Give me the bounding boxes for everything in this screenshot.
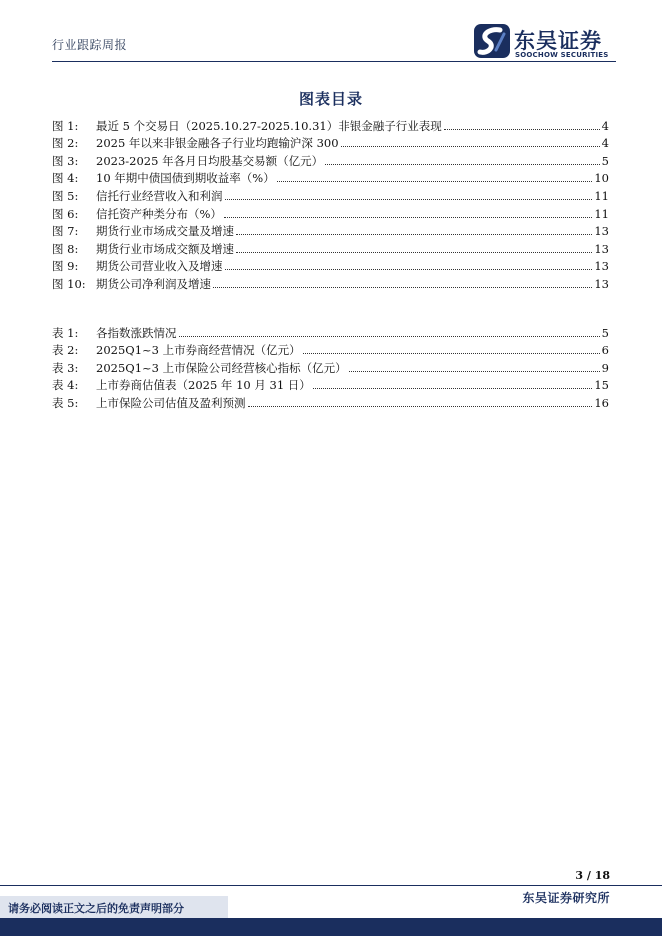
entry-label: 图 3: [52, 153, 79, 168]
entry-title: 10 年期中债国债到期收益率（%） [96, 171, 275, 186]
entry-page-number: 10 [594, 171, 609, 186]
entry-page-number: 13 [594, 241, 609, 256]
entry-page-number: 15 [594, 378, 609, 393]
entry-label: 图 2: [52, 136, 79, 151]
entry-label: 表 2: [52, 343, 79, 358]
entry-page-number: 9 [601, 360, 609, 375]
toc-entry[interactable] [52, 274, 609, 292]
dot-leader [303, 353, 600, 354]
figure-list [52, 116, 609, 292]
toc-entry[interactable] [52, 222, 609, 240]
disclaimer-notice: 请务必阅读正文之后的免责声明部分 [0, 896, 228, 918]
entry-title: 期货公司净利润及增速 [96, 276, 211, 291]
entry-title: 期货公司营业收入及增速 [96, 259, 223, 274]
entry-label: 表 4: [52, 378, 79, 393]
entry-page-number: 4 [601, 118, 609, 133]
entry-page-number: 13 [594, 259, 609, 274]
logo-english-name: SOOCHOW SECURITIES [515, 51, 609, 59]
page-number: 3 / 18 [575, 869, 610, 882]
entry-title: 2025Q1~3 上市保险公司经营核心指标（亿元） [96, 360, 347, 375]
entry-page-number: 5 [601, 325, 609, 340]
entry-label: 表 5: [52, 395, 79, 410]
dot-leader [236, 252, 592, 253]
entry-label: 图 10: [52, 276, 86, 291]
toc-entry[interactable] [52, 239, 609, 257]
report-type-label: 行业跟踪周报 [52, 38, 128, 52]
dot-leader [277, 181, 593, 182]
entry-title: 信托资产种类分布（%） [96, 206, 222, 221]
entry-label: 表 3: [52, 360, 79, 375]
header-divider [52, 61, 616, 62]
toc-entry[interactable] [52, 341, 609, 359]
footer-bar [0, 918, 662, 936]
entry-page-number: 11 [594, 206, 609, 221]
dot-leader [236, 234, 592, 235]
toc-entry[interactable] [52, 134, 609, 152]
toc-title: 图表目录 [298, 90, 363, 108]
footer-divider [0, 885, 662, 886]
entry-label: 图 5: [52, 188, 79, 203]
toc-entry[interactable] [52, 186, 609, 204]
dot-leader [213, 287, 592, 288]
entry-page-number: 5 [601, 153, 609, 168]
toc-entry[interactable] [52, 116, 609, 134]
entry-page-number: 11 [594, 188, 609, 203]
entry-label: 图 7: [52, 224, 79, 239]
entry-page-number: 6 [601, 343, 609, 358]
dot-leader [325, 164, 600, 165]
dot-leader [225, 199, 593, 200]
entry-page-number: 4 [601, 136, 609, 151]
entry-label: 图 9: [52, 259, 79, 274]
toc-entry[interactable] [52, 376, 609, 394]
dot-leader [313, 388, 593, 389]
dot-leader [349, 371, 600, 372]
entry-label: 图 8: [52, 241, 79, 256]
entry-title: 上市券商估值表（2025 年 10 月 31 日） [96, 378, 311, 393]
toc-entry[interactable] [52, 393, 609, 411]
entry-page-number: 16 [594, 395, 609, 410]
toc-entry[interactable] [52, 151, 609, 169]
entry-label: 图 4: [52, 171, 79, 186]
entry-page-number: 13 [594, 224, 609, 239]
toc-entry[interactable] [52, 204, 609, 222]
dot-leader [248, 406, 593, 407]
entry-label: 图 6: [52, 206, 79, 221]
entry-title: 2025Q1~3 上市券商经营情况（亿元） [96, 343, 301, 358]
brand-logo [474, 24, 616, 60]
toc-entry[interactable] [52, 323, 609, 341]
entry-label: 图 1: [52, 118, 79, 133]
entry-title: 期货行业市场成交额及增速 [96, 241, 234, 256]
table-list [52, 323, 609, 411]
entry-title: 信托行业经营收入和利润 [96, 188, 223, 203]
dot-leader [224, 217, 592, 218]
entry-label: 表 1: [52, 325, 79, 340]
toc-entry[interactable] [52, 358, 609, 376]
entry-title: 2025 年以来非银金融各子行业均跑输沪深 300 [96, 136, 339, 151]
entry-title: 期货行业市场成交量及增速 [96, 224, 234, 239]
entry-title: 各指数涨跌情况 [96, 325, 177, 340]
toc-entry[interactable] [52, 257, 609, 275]
dot-leader [179, 336, 600, 337]
entry-title: 上市保险公司估值及盈利预测 [96, 395, 246, 410]
logo-chinese-name: 东吴证券 [514, 29, 602, 53]
toc-entry[interactable] [52, 169, 609, 187]
org-name: 东吴证券研究所 [522, 891, 610, 905]
soochow-logo-icon [474, 24, 510, 58]
dot-leader [225, 269, 593, 270]
entry-title: 最近 5 个交易日（2025.10.27-2025.10.31）非银金融子行业表现 [96, 118, 442, 133]
entry-title: 2023-2025 年各月日均股基交易额（亿元） [96, 153, 324, 168]
dot-leader [444, 129, 600, 130]
entry-page-number: 13 [594, 276, 609, 291]
dot-leader [341, 146, 600, 147]
